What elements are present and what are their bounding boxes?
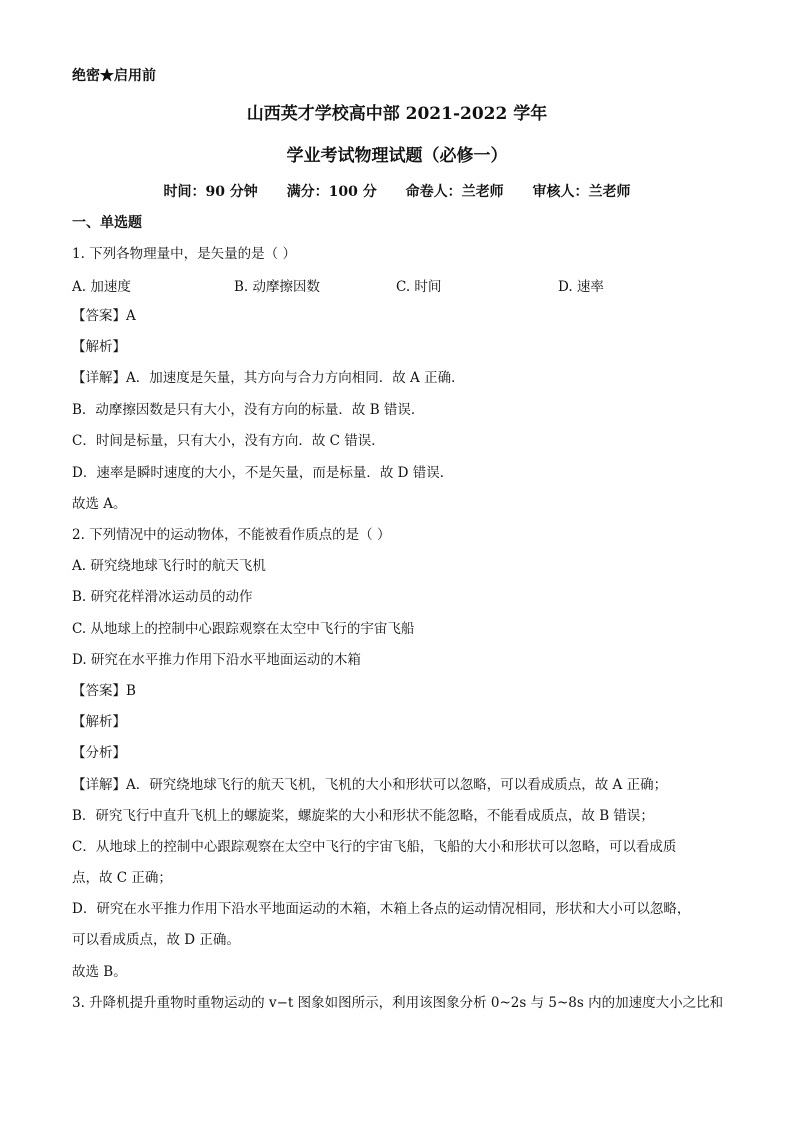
meta-score: 满分：100 分 [286,184,377,200]
q2-conclusion: 故选 B。 [72,964,127,980]
q2-fenxi: 【分析】 [72,745,126,761]
q2-detail-line: 【详解】A．研究绕地球飞行的航天飞机，飞机的大小和形状可以忽略，可以看成质点，故 A 正确； [72,777,668,793]
q1-stem: 1. 下列各物理量中，是矢量的是（ ） [72,246,296,262]
secret-label: 绝密★启用前 [72,68,156,84]
q1-detail-line: B．动摩擦因数是只有大小，没有方向的标量．故 B 错误． [72,402,425,418]
q2-stem: 2. 下列情况中的运动物体，不能被看作质点的是（ ） [72,527,391,543]
q2-answer: 【答案】B [72,683,136,699]
q2-analysis: 【解析】 [72,714,126,730]
q2-option-d: D. 研究在水平推力作用下沿水平地面运动的木箱 [72,652,361,668]
q1-analysis: 【解析】 [72,339,126,355]
meta-reviewer: 审核人：兰老师 [532,184,631,200]
q2-option-c: C. 从地球上的控制中心跟踪观察在太空中飞行的宇宙飞船 [72,621,415,637]
q1-option-c: C. 时间 [396,279,442,295]
meta-time: 时间：90 分钟 [163,184,258,200]
q1-option-a: A. 加速度 [72,279,131,295]
q1-option-b: B. 动摩擦因数 [234,279,321,295]
meta-author: 命卷人：兰老师 [405,184,504,200]
exam-title: 山西英才学校高中部 2021-2022 学年 [246,104,548,124]
exam-subtitle: 学业考试物理试题（必修一） [286,146,508,166]
q1-conclusion: 故选 A。 [72,496,127,512]
q1-detail-line: C．时间是标量，只有大小，没有方向．故 C 错误． [72,433,385,449]
q2-option-a: A. 研究绕地球飞行时的航天飞机 [72,558,266,574]
q1-answer: 【答案】A [72,308,136,324]
exam-meta [0,181,794,201]
q1-detail-line: D．速率是瞬时速度的大小，不是矢量，而是标量．故 D 错误． [72,465,454,481]
q1-option-d: D. 速率 [558,279,604,295]
q3-stem: 3. 升降机提升重物时重物运动的 v−t 图象如图所示，利用该图象分析 0~2s 与 5~8s 内的加速度大小之比和 [72,995,724,1011]
q2-detail-line: B．研究飞行中直升飞机上的螺旋桨，螺旋桨的大小和形状不能忽略，不能看成质点，故 B 错误； [72,808,654,824]
q2-detail-line: 点，故 C 正确； [72,870,172,886]
q2-option-b: B. 研究花样滑冰运动员的动作 [72,589,253,605]
q2-detail-line: C．从地球上的控制中心跟踪观察在太空中飞行的宇宙飞船，飞船的大小和形状可以忽略，可以看成质 [72,839,677,855]
q2-detail-line: D．研究在水平推力作用下沿水平地面运动的木箱，木箱上各点的运动情况相同，形状和大小可以忽略， [72,901,691,917]
q1-detail-line: 【详解】A．加速度是矢量，其方向与合力方向相同．故 A 正确． [72,370,465,386]
q2-detail-line: 可以看成质点，故 D 正确。 [72,932,240,948]
section-heading: 一、单选题 [72,215,142,231]
